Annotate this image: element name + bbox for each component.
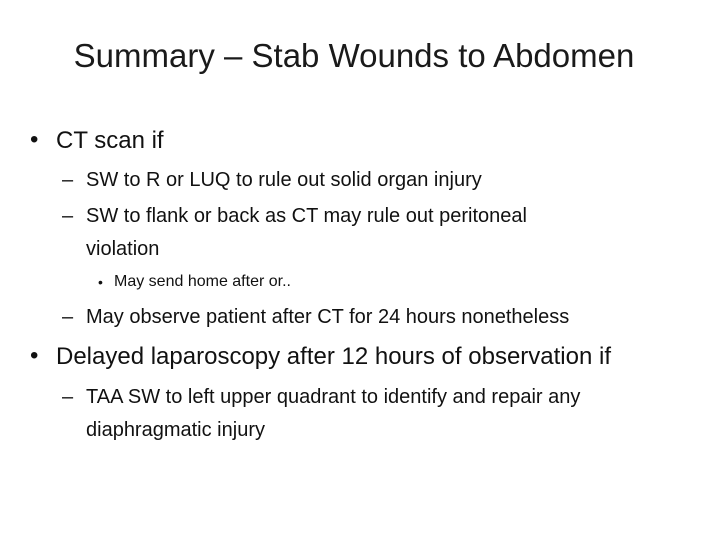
bullet-text: CT scan if — [56, 127, 164, 154]
sub-bullet-observe — [62, 301, 570, 334]
bullet-text: Delayed laparoscopy after 12 hours of observation if — [56, 343, 611, 370]
sub-sub-bullet-home — [98, 272, 291, 292]
sub-bullet-taa — [62, 381, 581, 447]
sub-bullet-text-line2: violation — [86, 238, 160, 260]
bullet-marker: • — [98, 274, 103, 290]
sub-bullet-ruq — [62, 164, 482, 197]
sub-sub-bullet-text: May send home after or.. — [114, 273, 291, 290]
bullet-ct-scan — [30, 126, 164, 156]
sub-bullet-text-line2: diaphragmatic injury — [86, 419, 265, 441]
sub-bullet-text: May observe patient after CT for 24 hours nonetheless — [86, 306, 570, 328]
dash-marker: – — [62, 205, 74, 227]
sub-bullet-flank — [62, 200, 527, 266]
sub-bullet-text-line1: SW to flank or back as CT may rule out peritoneal — [86, 205, 527, 227]
dash-marker: – — [62, 306, 74, 328]
sub-bullet-text: SW to R or LUQ to rule out solid organ injury — [86, 169, 482, 191]
bullet-laparoscopy — [30, 342, 611, 372]
dash-marker: – — [62, 169, 74, 191]
bullet-marker: • — [30, 342, 39, 369]
sub-bullet-text-line1: TAA SW to left upper quadrant to identify and repair any — [86, 386, 581, 408]
dash-marker: – — [62, 386, 74, 408]
bullet-marker: • — [30, 126, 39, 153]
slide-title: Summary – Stab Wounds to Abdomen — [73, 37, 635, 74]
